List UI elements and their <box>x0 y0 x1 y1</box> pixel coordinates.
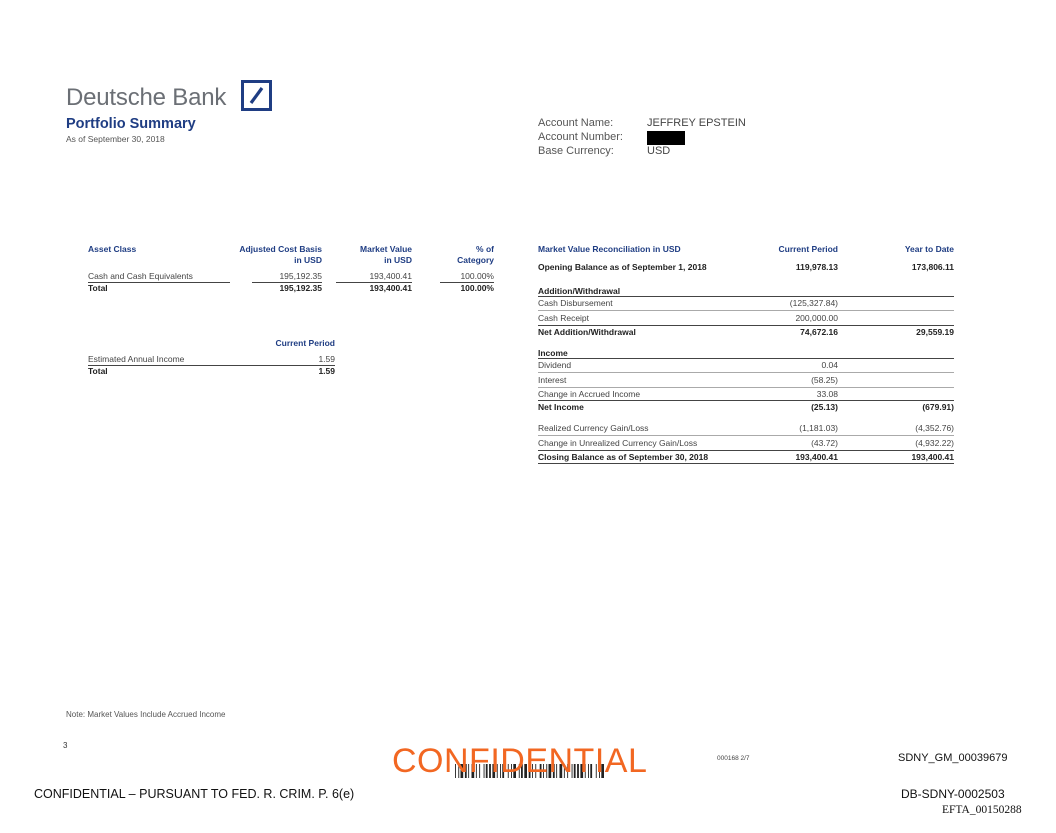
bank-logo-text: Deutsche Bank <box>66 84 227 111</box>
divider <box>538 296 954 297</box>
divider <box>538 310 954 311</box>
income-heading: Income <box>538 348 568 358</box>
confidential-stamp: CONFIDENTIAL <box>392 742 648 780</box>
cost-basis-header-1: Adjusted Cost Basis <box>239 244 322 254</box>
realized-fx-current: (1,181.03) <box>799 423 838 433</box>
account-number-label: Account Number: <box>538 131 623 143</box>
estimated-income-label: Estimated Annual Income <box>88 354 185 364</box>
realized-fx-label: Realized Currency Gain/Loss <box>538 423 649 433</box>
interest-current: (58.25) <box>811 375 838 385</box>
divider <box>538 325 954 326</box>
account-name-value: JEFFREY EPSTEIN <box>647 117 746 129</box>
unrealized-fx-label: Change in Unrealized Currency Gain/Loss <box>538 438 698 448</box>
sdny-gm-bates-number: SDNY_GM_00039679 <box>898 752 1008 764</box>
pct-header-2: Category <box>457 255 494 265</box>
asset-total-market: 193,400.41 <box>369 283 412 293</box>
net-addition-current: 74,672.16 <box>800 327 838 337</box>
cash-disbursement-current: (125,327.84) <box>789 298 838 308</box>
interest-label: Interest <box>538 375 567 385</box>
income-current-period-header: Current Period <box>275 338 335 348</box>
estimated-income-value: 1.59 <box>318 354 335 364</box>
net-income-ytd: (679.91) <box>922 402 954 412</box>
footnote: Note: Market Values Include Accrued Income <box>66 710 226 719</box>
base-currency-value: USD <box>647 145 671 157</box>
net-income-current: (25.13) <box>811 402 838 412</box>
asset-total-label: Total <box>88 283 108 293</box>
cash-receipt-current: 200,000.00 <box>795 313 838 323</box>
base-currency-label: Base Currency: <box>538 145 614 157</box>
closing-balance-current: 193,400.41 <box>795 452 838 462</box>
divider <box>538 387 954 388</box>
market-value-header-2: in USD <box>384 255 412 265</box>
asset-row-pct: 100.00% <box>460 271 494 281</box>
net-addition-ytd: 29,559.19 <box>916 327 954 337</box>
document-code: 000168 2/7 <box>717 755 750 762</box>
confidential-footer: CONFIDENTIAL – PURSUANT TO FED. R. CRIM. P. 6(e) <box>34 787 355 801</box>
opening-balance-current: 119,978.13 <box>795 262 838 272</box>
divider <box>538 435 954 436</box>
opening-balance-ytd: 173,806.11 <box>911 262 954 272</box>
page-title: Portfolio Summary <box>66 116 196 132</box>
net-income-label: Net Income <box>538 402 584 412</box>
asset-row-market: 193,400.41 <box>369 271 412 281</box>
unrealized-fx-ytd: (4,932.22) <box>915 438 954 448</box>
addition-withdrawal-heading: Addition/Withdrawal <box>538 286 621 296</box>
income-total-value: 1.59 <box>318 366 335 376</box>
realized-fx-ytd: (4,352.76) <box>915 423 954 433</box>
divider <box>538 450 954 451</box>
dividend-current: 0.04 <box>821 360 838 370</box>
page-number: 3 <box>63 741 68 750</box>
reconciliation-title: Market Value Reconciliation in USD <box>538 244 681 254</box>
cost-basis-header-2: in USD <box>294 255 322 265</box>
divider <box>538 400 954 401</box>
divider <box>538 463 954 464</box>
asset-row-cost: 195,192.35 <box>279 271 322 281</box>
accrued-income-label: Change in Accrued Income <box>538 389 641 399</box>
divider <box>88 282 230 283</box>
cash-receipt-label: Cash Receipt <box>538 313 590 323</box>
opening-balance-label: Opening Balance as of September 1, 2018 <box>538 262 707 272</box>
bank-logo-icon <box>241 80 272 111</box>
net-addition-label: Net Addition/Withdrawal <box>538 327 636 337</box>
accrued-income-current: 33.08 <box>816 389 838 399</box>
market-value-header-1: Market Value <box>360 244 412 254</box>
divider <box>538 372 954 373</box>
account-name-label: Account Name: <box>538 117 614 129</box>
asset-total-pct: 100.00% <box>460 283 494 293</box>
dividend-label: Dividend <box>538 360 572 370</box>
income-total-label: Total <box>88 366 108 376</box>
asset-class-header: Asset Class <box>88 244 137 254</box>
closing-balance-label: Closing Balance as of September 30, 2018 <box>538 452 709 462</box>
divider <box>538 358 954 359</box>
unrealized-fx-current: (43.72) <box>811 438 838 448</box>
asset-row-label: Cash and Cash Equivalents <box>88 271 193 281</box>
closing-balance-ytd: 193,400.41 <box>911 452 954 462</box>
reconciliation-current-header: Current Period <box>778 244 838 254</box>
efta-number: EFTA_00150288 <box>942 804 1022 816</box>
as-of-date: As of September 30, 2018 <box>66 134 165 144</box>
asset-total-cost: 195,192.35 <box>279 283 322 293</box>
db-sdny-bates-number: DB-SDNY-0002503 <box>901 787 1005 801</box>
cash-disbursement-label: Cash Disbursement <box>538 298 613 308</box>
account-number-redaction <box>647 131 685 145</box>
reconciliation-ytd-header: Year to Date <box>904 244 954 254</box>
pct-header-1: % of <box>476 244 494 254</box>
